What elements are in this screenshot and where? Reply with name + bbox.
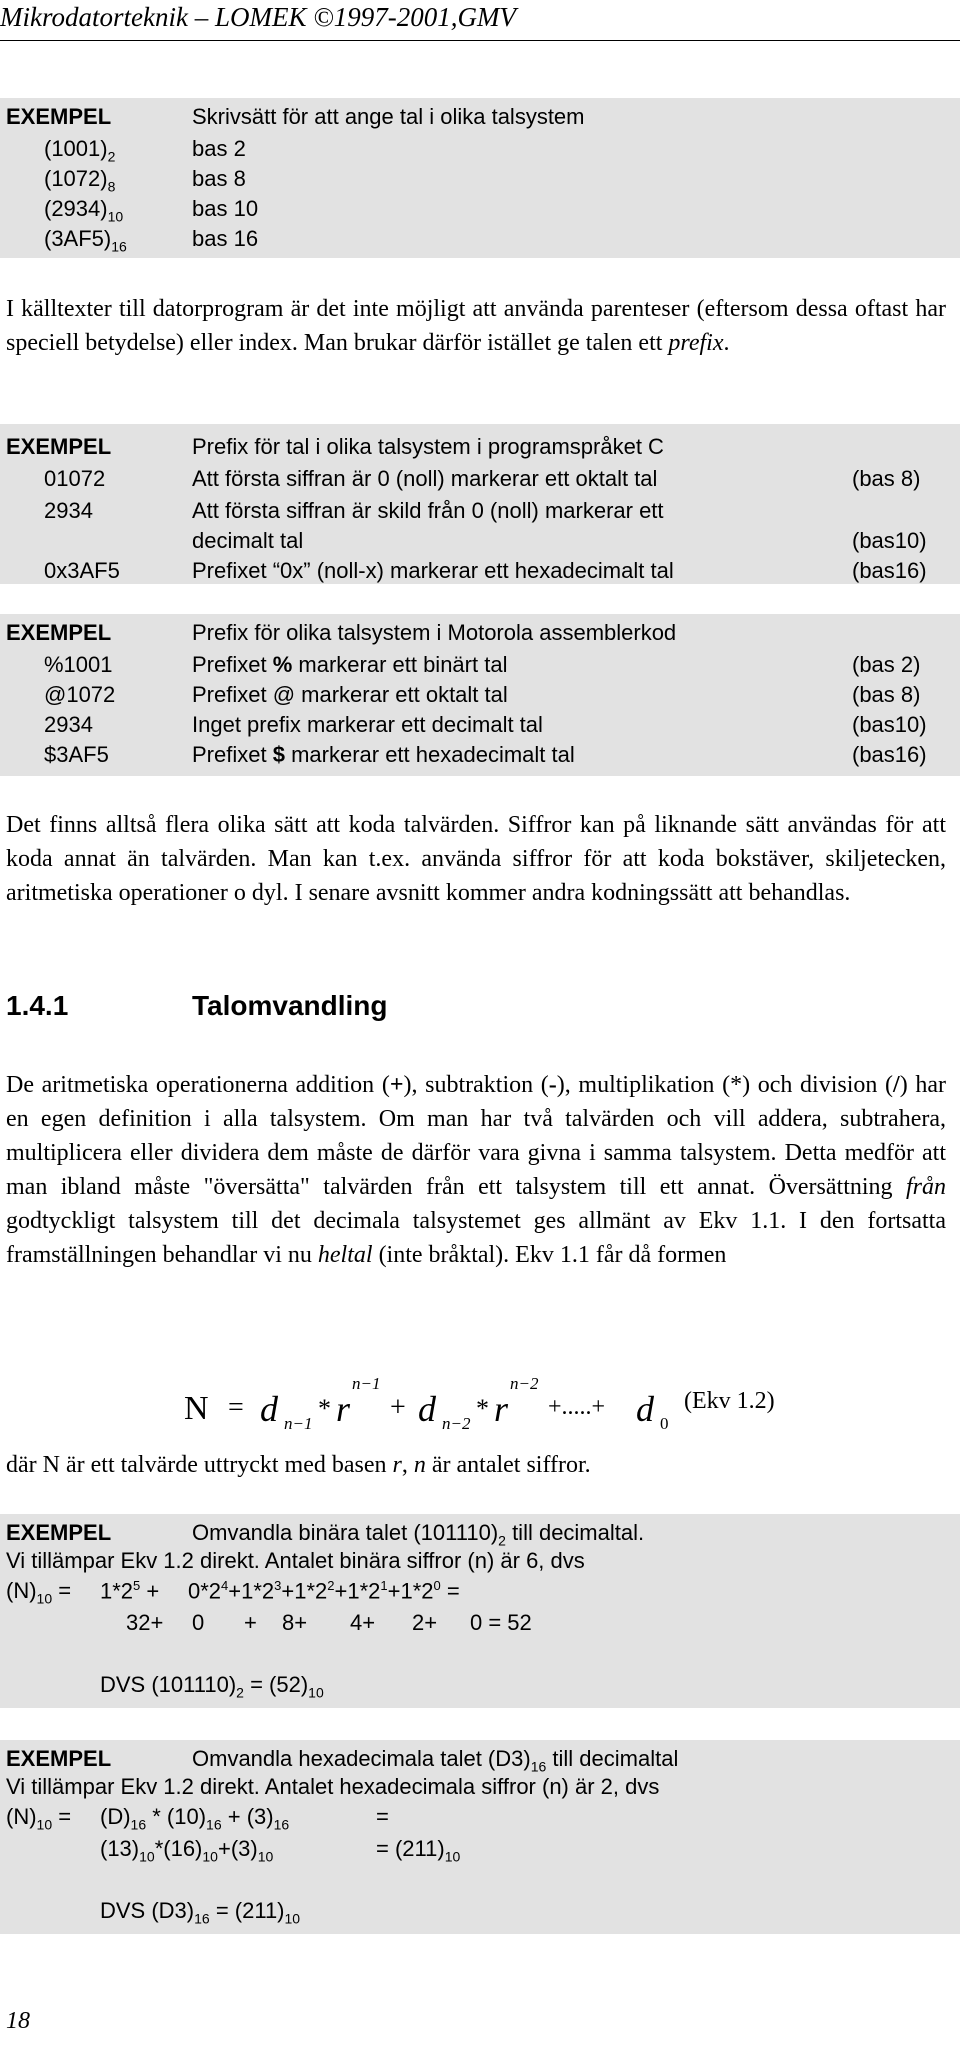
example-label: EXEMPEL <box>6 1746 112 1771</box>
asm-prefix-desc-4: Prefixet $ markerar ett hexadecimalt tal <box>192 742 575 767</box>
paragraph-conversion: De aritmetiska operationerna addition (+), subtraktion (-), multiplikation (*) och division (/) har en egen definition i alla talsystem. Om man har två talvärden och vill addera, subtrahera, multiplicera eller dividera dem måste de därför vara givna i samma talsystem. Detta medför att man ibland måste "översätta" talvärden från ett talsystem till ett annat. Översättning från godtyckligt talsystem till det decimala talsystemet ges allmänt av Ekv 1.1. I den fortsatta framställningen behandlar vi nu heltal (inte bråktal). Ekv 1.1 får då formen <box>6 1072 946 1268</box>
example-box-5 <box>0 1740 960 1934</box>
asm-prefix-desc-3: Inget prefix markerar ett decimalt tal <box>192 712 543 737</box>
example-title: Omvandla binära talet $(101110)_2$ till decimaltal. <box>192 1520 645 1549</box>
example-label: EXEMPEL <box>6 434 112 459</box>
paragraph-where: där N är ett talvärde uttryckt med basen r, n är antalet siffror. <box>6 1452 591 1478</box>
section-title: Talomvandling <box>192 990 388 1021</box>
eq-sub-n2: n−2 <box>442 1414 471 1433</box>
eq-d1: d <box>260 1389 278 1429</box>
eq-dots: +.....+ <box>548 1394 606 1420</box>
eq-r1: r <box>336 1389 351 1429</box>
c-prefix-base-3: (bas16) <box>852 558 927 583</box>
base-label-1: bas 2 <box>192 136 246 161</box>
eq-N: N <box>184 1390 209 1427</box>
hex-result: DVS $(D3)_{16} = (211)_{10}$ <box>100 1898 301 1927</box>
hex-lhs: $(N)_{10}$ = <box>6 1804 72 1833</box>
bin-terms-rest: $0*2^4+1*2^3+1*2^2+1*2^1+1*2^0$ = <box>188 1578 460 1604</box>
number-row-2: $(1072)_8$ <box>44 166 116 195</box>
asm-prefix-code-4: $3AF5 <box>44 742 109 767</box>
eq-sub-0: 0 <box>660 1414 669 1433</box>
bin-value-3: + <box>244 1610 257 1635</box>
asm-prefix-code-2: @1072 <box>44 682 116 707</box>
example-box-1 <box>0 98 960 258</box>
bin-term-1: $1*2^5$ + <box>100 1578 160 1604</box>
base-label-3: bas 10 <box>192 196 259 221</box>
bin-value-6: 2+ <box>412 1610 438 1635</box>
number-row-1: $(1001)_2$ <box>44 136 116 165</box>
bin-value-1: 32+ <box>126 1610 164 1635</box>
c-prefix-code-2: 2934 <box>44 498 93 523</box>
base-label-4: bas 16 <box>192 226 259 251</box>
page-number: 18 <box>6 2008 30 2034</box>
example-title: Omvandla hexadecimala talet $(D3)_{16}$ till decimaltal <box>192 1746 679 1775</box>
page-header: Mikrodatorteknik – LOMEK ©1997-2001,GMV <box>0 2 516 32</box>
c-prefix-desc-2b: decimalt tal <box>192 528 304 553</box>
c-prefix-desc-2: Att första siffran är skild från 0 (noll) markerar ett <box>192 498 664 523</box>
example-label: EXEMPEL <box>6 620 112 645</box>
bin-value-4: 8+ <box>282 1610 308 1635</box>
base-label-2: bas 8 <box>192 166 246 191</box>
asm-prefix-base-3: (bas10) <box>852 712 927 737</box>
eq-sub-n1: n−1 <box>284 1414 313 1433</box>
eq-sup-n2: n−2 <box>510 1374 539 1393</box>
header-rule <box>0 40 960 41</box>
eq-label: (Ekv 1.2) <box>684 1388 775 1414</box>
c-prefix-desc-3: Prefixet “0x” (noll-x) markerar ett hexadecimalt tal <box>192 558 674 583</box>
bin-value-5: 4+ <box>350 1610 376 1635</box>
asm-prefix-base-1: (bas 2) <box>852 652 921 677</box>
number-row-3: $(2934)_{10}$ <box>44 196 124 225</box>
eq-equals: = <box>228 1392 244 1423</box>
equation-ekv-1-2 <box>184 1374 804 1450</box>
hex-equals: = <box>376 1804 389 1829</box>
example-line-2: Vi tillämpar Ekv 1.2 direkt. Antalet binära siffror (n) är 6, dvs <box>6 1548 585 1573</box>
example-box-3 <box>0 614 960 776</box>
eq-r2: r <box>494 1389 509 1429</box>
example-title: Prefix för tal i olika talsystem i programspråket C <box>192 434 664 459</box>
example-box-4 <box>0 1514 960 1708</box>
paragraph-coding: Det finns alltså flera olika sätt att koda talvärden. Siffror kan på liknande sätt användas för att koda annat än talvärden. Man kan t.ex. använda siffror för att koda bokstäver, skiljetecken, aritmetiska operationer o dyl. I senare avsnitt kommer andra kodningssätt att behandlas. <box>6 812 946 906</box>
eq-d0: d <box>636 1389 654 1429</box>
example-box-2 <box>0 424 960 584</box>
example-line-2: Vi tillämpar Ekv 1.2 direkt. Antalet hexadecimala siffror (n) är 2, dvs <box>6 1774 660 1799</box>
asm-prefix-desc-1: Prefixet % markerar ett binärt tal <box>192 652 508 677</box>
asm-prefix-base-2: (bas 8) <box>852 682 921 707</box>
c-prefix-desc-1: Att första siffran är 0 (noll) markerar ett oktalt tal <box>192 466 658 491</box>
bin-value-2: 0 <box>192 1610 205 1635</box>
c-prefix-code-1: 01072 <box>44 466 106 491</box>
example-title: Skrivsätt för att ange tal i olika talsystem <box>192 104 585 129</box>
hex-expression: $(D)_{16} * (10)_{16} + (3)_{16}$ <box>100 1804 290 1833</box>
c-prefix-base-1: (bas 8) <box>852 466 921 491</box>
example-title: Prefix för olika talsystem i Motorola assemblerkod <box>192 620 677 645</box>
eq-sup-n1: n−1 <box>352 1374 381 1393</box>
c-prefix-base-2: (bas10) <box>852 528 927 553</box>
eq-star1: * <box>318 1394 331 1423</box>
number-row-4: $(3AF5)_{16}$ <box>44 226 127 255</box>
c-prefix-code-3: 0x3AF5 <box>44 558 120 583</box>
example-label: EXEMPEL <box>6 104 112 129</box>
asm-prefix-base-4: (bas16) <box>852 742 927 767</box>
eq-star2: * <box>476 1394 489 1423</box>
eq-d2: d <box>418 1389 436 1429</box>
bin-result: DVS $(101110)_2 = (52)_{10}$ <box>100 1672 324 1701</box>
eq-plus: + <box>390 1392 406 1423</box>
bin-lhs: $(N)_{10}$ = <box>6 1578 72 1607</box>
asm-prefix-code-1: %1001 <box>44 652 113 677</box>
paragraph-prefix-intro: I källtexter till datorprogram är det inte möjligt att använda parenteser (eftersom dessa oftast har speciell betydelse) eller index. Man brukar därför istället ge talen ett prefix. <box>6 296 946 356</box>
hex-expansion: $(13)_{10}*(16)_{10}+(3)_{10}$ <box>100 1836 274 1865</box>
hex-sum: = $(211)_{10}$ <box>376 1836 461 1865</box>
asm-prefix-desc-2: Prefixet @ markerar ett oktalt tal <box>192 682 508 707</box>
section-number: 1.4.1 <box>6 990 69 1021</box>
asm-prefix-code-3: 2934 <box>44 712 93 737</box>
example-label: EXEMPEL <box>6 1520 112 1545</box>
bin-value-7: 0 = 52 <box>470 1610 532 1635</box>
